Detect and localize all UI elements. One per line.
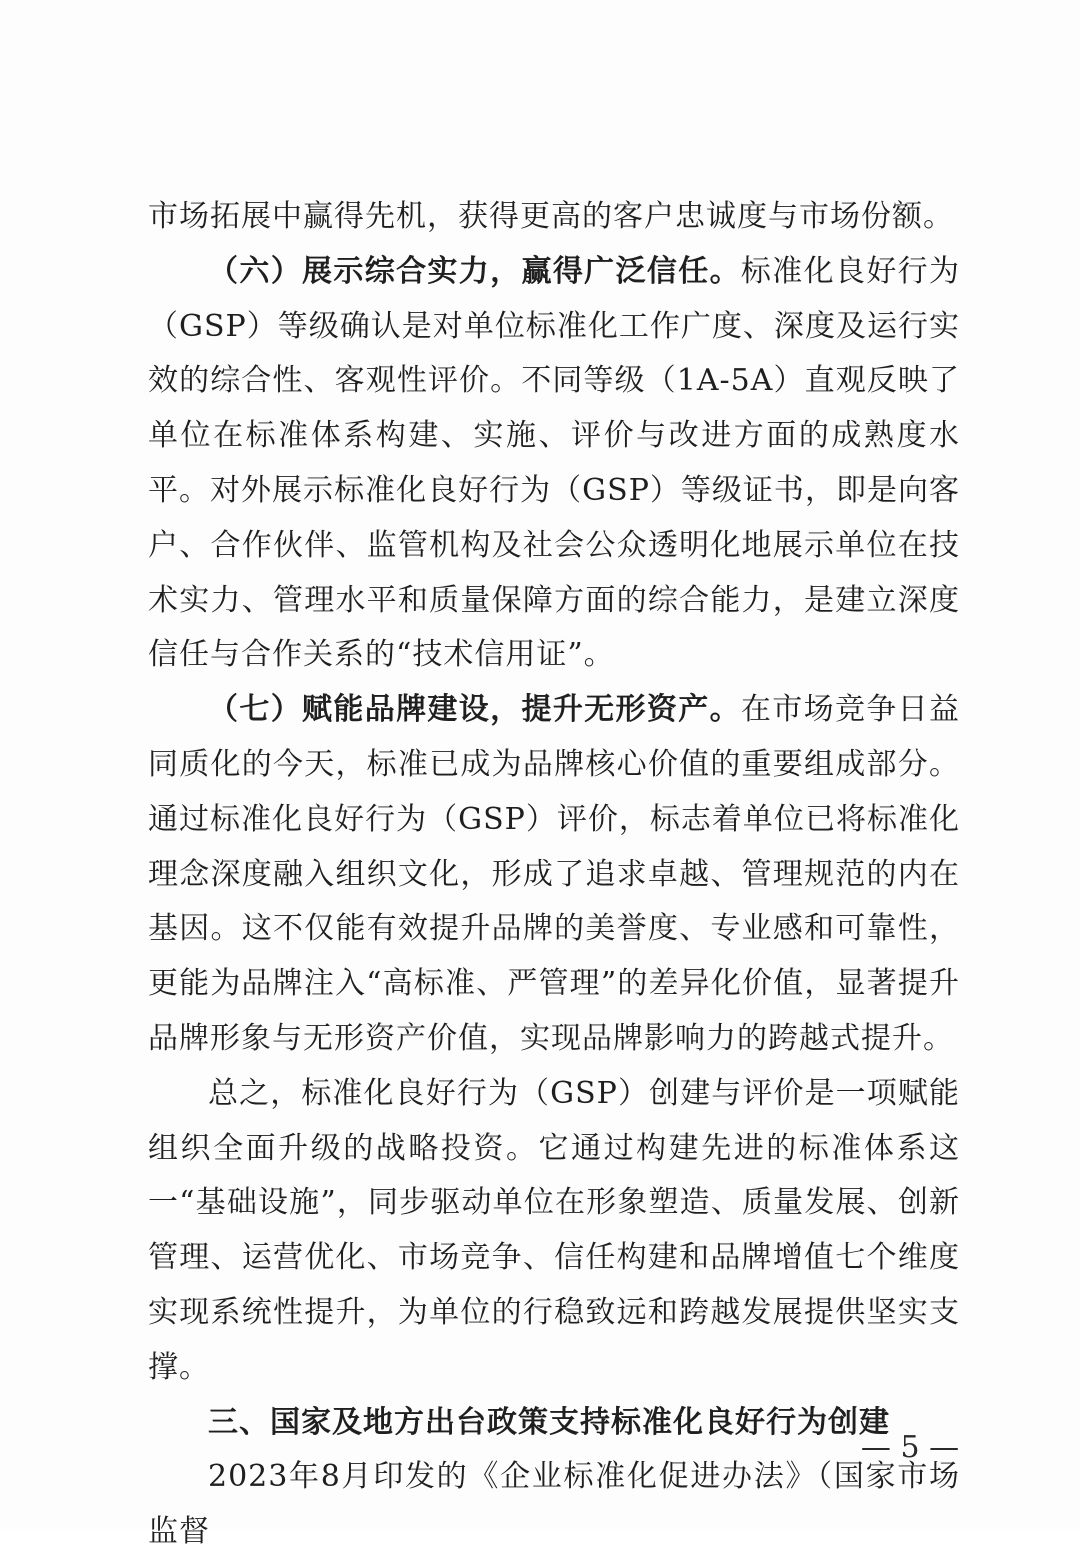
paragraph-text: 总之，标准化良好行为（GSP）创建与评价是一项赋能组织全面升级的战略投资。它通过构建先进的标准体系这一“基础设施”，同步驱动单位在形象塑造、质量发展、创新管理、运营优化、市场竞争、信任构建和品牌增值七个维度实现系统性提升，为单位的行稳致远和跨越发展提供坚实支撑。 <box>148 1075 960 1385</box>
paragraph-text: 2023年8月印发的《企业标准化促进办法》（国家市场监督 <box>148 1459 960 1550</box>
paragraph-lead: （七）赋能品牌建设，提升无形资产。 <box>208 692 741 728</box>
page-number: — 5 — <box>860 1430 960 1465</box>
paragraph-policy <box>148 1450 960 1560</box>
paragraph-seven <box>148 683 960 1067</box>
paragraph-text: 市场拓展中赢得先机，获得更高的客户忠诚度与市场份额。 <box>148 199 954 234</box>
paragraph-continuation <box>148 190 960 245</box>
paragraph-six <box>148 245 960 683</box>
paragraph-text: 在市场竞争日益同质化的今天，标准已成为品牌核心价值的重要组成部分。通过标准化良好行为（GSP）评价，标志着单位已将标准化理念深度融入组织文化，形成了追求卓越、管理规范的内在基因。这不仅能有效提升品牌的美誉度、专业感和可靠性，更能为品牌注入“高标准、严管理”的差异化价值，显著提升品牌形象与无形资产价值，实现品牌影响力的跨越式提升。 <box>148 692 961 1056</box>
section-heading: 三、国家及地方出台政策支持标准化良好行为创建 <box>208 1404 890 1440</box>
paragraph-lead: （六）展示综合实力，赢得广泛信任。 <box>208 253 741 289</box>
document-body <box>148 190 960 1560</box>
paragraph-text: 标准化良好行为（GSP）等级确认是对单位标准化工作广度、深度及运行实效的综合性、客观性评价。不同等级（1A-5A）直观反映了单位在标准体系构建、实施、评价与改进方面的成熟度水平。对外展示标准化良好行为（GSP）等级证书，即是向客户、合作伙伴、监管机构及社会公众透明化地展示单位在技术实力、管理水平和质量保障方面的综合能力，是建立深度信任与合作关系的“技术信用证”。 <box>148 253 961 673</box>
paragraph-summary <box>148 1067 960 1396</box>
